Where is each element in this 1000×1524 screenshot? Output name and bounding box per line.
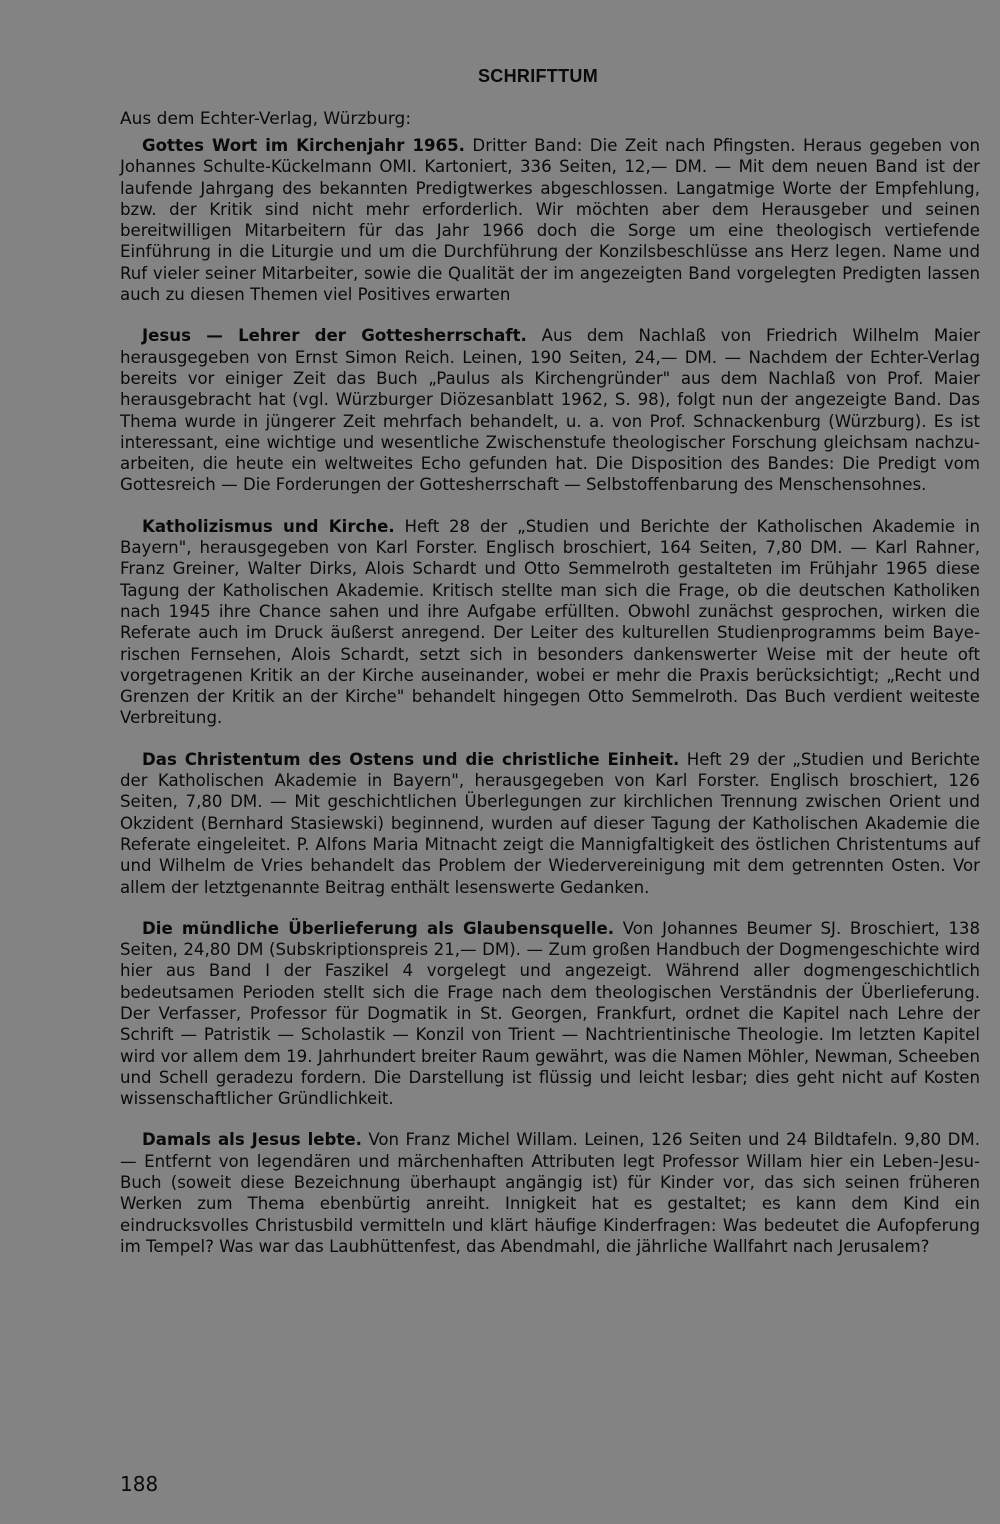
review-entry [120, 1129, 980, 1257]
publisher-line: Aus dem Echter-Verlag, Würzburg: [120, 109, 412, 129]
entry-title: Jesus — Lehrer der Gottesherrschaft. [142, 326, 527, 346]
page-number: 188 [120, 1472, 159, 1496]
entry-text: Heft 29 der „Studien und Berichte der Katholischen Akademie in Bayern", herausgegeben von Karl Forster. Englisch broschiert, 126 Seiten, 7,80 DM. — Mit geschichtlichen Überlegungen zur kirchlichen Trennung zwischen Orient und Okzident (Bernhard Stasiewski) beginnend, wurden auf dieser Tagung der Katholischen Akademie die Referate eingeleitet. P. Alfons Maria Mitnacht zeigt die Mannigfaltigkeit des östlichen Christentums auf und Wilhelm de Vries behandelt das Problem der Wiedervereinigung mit dem getrennten Osten. Vor allem der letztgenannte Beitrag enthält lesenswerte Gedanken. [120, 749, 980, 897]
entry-title: Die mündliche Überlieferung als Glaubensquelle. [142, 918, 615, 938]
entry-text: Aus dem Nachlaß von Friedrich Wilhelm Maier herausgegeben von Ernst Simon Reich. Leinen, 190 Seiten, 24,— DM. — Nachdem der Echter-Verlag bereits vor einiger Zeit das Buch „Paulus als Kirchengründer" aus dem Nachlaß von Prof. Maier herausgebracht hat (vgl. Würzburger Diözesanblatt 1962, S. 98), folgt nun der angezeigte Band. Das Thema wurde in jüngerer Zeit mehrfach behandelt, u. a. von Prof. Schnackenburg (Würzburg). Es ist interessant, eine wichtige und wesentliche Zwischenstufe theologischer Forschung gleichsam nachzuarbeiten, die heute ein weltweites Echo gefunden hat. Die Disposition des Bandes: Die Predigt vom Gottesreich — Die Forderungen der Gottesherrschaft — Selbstoffenbarung des Menschensohnes. [120, 326, 980, 495]
review-entry [120, 918, 980, 1110]
entry-title: Gottes Wort im Kirchenjahr 1965. [142, 136, 465, 155]
entry-text: Von Johannes Beumer SJ. Broschiert, 138 Seiten, 24,80 DM (Subskriptionspreis 21,— DM). — Zum großen Handbuch der Dogmengeschichte wird hier aus Band I der Faszikel 4 vorgelegt und angezeigt. Während aller dogmengeschichtlich bedeutsamen Perioden stellt sich die Frage nach dem theologischen Verständnis der Überlieferung. Der Verfasser, Professor für Dogmatik in St. Georgen, Frankfurt, ordnet die Kapitel nach Lehre der Schrift — Patristik — Scholastik — Konzil von Trient — Nachtrientinische Theologie. Im letzten Kapitel wird vor allem dem 19. Jahrhundert breiter Raum gewährt, was die Namen Möhler, Newman, Scheeben und Schell geradezu fordern. Die Darstellung ist flüssig und leicht lesbar; dies geht nicht auf Kosten wissenschaftlicher Gründlichkeit. [120, 918, 981, 1109]
entry-title: Das Christentum des Ostens und die christliche Einheit. [142, 749, 680, 769]
review-list [120, 135, 980, 1257]
review-entry [120, 135, 980, 305]
entry-text: Dritter Band: Die Zeit nach Pfingsten. Heraus gegeben von Johannes Schulte-Kückelmann OMI. Kartoniert, 336 Seiten, 12,— DM. — Mit dem neuen Band ist der laufende Jahrgang des bekannten Predigtwerkes abgeschlossen. Langatmige Worte der Empfehlung, bzw. der Kritik sind nicht mehr erforderlich. Wir möchten aber dem Herausgeber und seinen bereitwilligen Mitarbeitern für das Jahr 1966 doch die Sorge um eine theologisch vertiefende Einführung in die Liturgie und um die Durchführung der Konzilsbeschlüsse ans Herz legen. Name und Ruf vieler seiner Mitarbeiter, sowie die Qualität der im angezeigten Band vorgelegten Predigten lassen auch zu diesen Themen viel Positives erwarten [120, 136, 980, 305]
entry-title: Damals als Jesus lebte. [142, 1130, 362, 1150]
entry-text: Heft 28 der „Studien und Berichte der Katholischen Akademie in Bayern", herausgegeben von Karl Forster. Englisch broschiert, 164 Seiten, 7,80 DM. — Karl Rahner, Franz Greiner, Walter Dirks, Alois Schardt und Otto Semmelroth gestalteten im Frühjahr 1965 diese Tagung der Katholischen Akademie. Kritisch stellte man sich die Frage, ob die deutschen Katholiken nach 1945 ihre Chance sahen und ihre Aufgabe erfüllten. Obwohl zunächst gesprochen, wirken die Referate auch im Druck äußerst anregend. Der Leiter des kulturellen Studienprogramms beim Bayerischen Fernsehen, Alois Schardt, setzt sich in besonders dankenswerter Weise mit der heute oft vorgetragenen Kritik an der Kirche auseinander, wobei er mehr die Praxis berücksichtigt; „Recht und Grenzen der Kritik an der Kirche" behandelt hingegen Otto Semmelroth. Das Buch verdient weiteste Verbreitung. [120, 516, 980, 728]
review-entry [120, 516, 980, 729]
entry-title: Katholizismus und Kirche. [142, 516, 395, 536]
review-entry [120, 325, 980, 495]
review-entry [120, 749, 980, 898]
page-header: SCHRIFTTUM [478, 66, 598, 86]
entry-text: Von Franz Michel Willam. Leinen, 126 Seiten und 24 Bildtafeln. 9,80 DM. — Entfernt von legendären und märchenhaften Attributen legt Professor Willam hier ein Leben-Jesu-Buch (soweit diese Bezeichnung überhaupt angängig ist) für Kinder vor, das sich seinen früheren Werken zum Thema ebenbürtig anreiht. Innigkeit hat es gestaltet; es kann dem Kind ein eindrucksvolles Christusbild vermitteln und klärt häufige Kinderfragen: Was bedeutet die Aufopferung im Tempel? Was war das Laubhüttenfest, das Abendmahl, die jährliche Wallfahrt nach Jerusalem? [120, 1130, 980, 1256]
